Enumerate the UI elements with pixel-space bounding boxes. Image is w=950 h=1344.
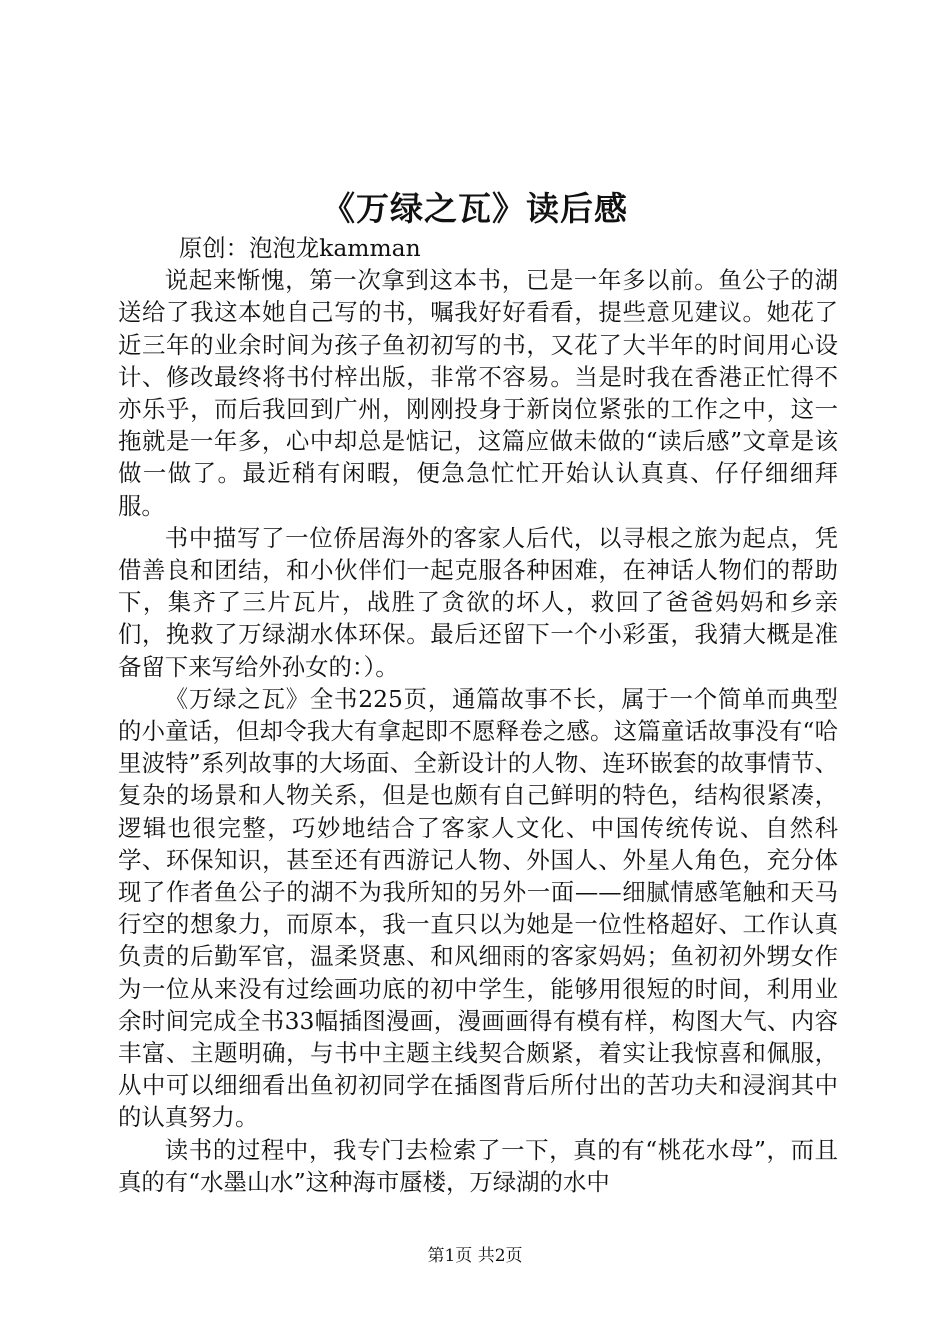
paragraph-4: 读书的过程中，我专门去检索了一下，真的有“桃花水母”，而且真的有“水墨山水”这种海市蜃楼，万绿湖的水中 bbox=[118, 1135, 838, 1196]
page-number-footer: 第1页 共2页 bbox=[427, 1246, 523, 1266]
paragraph-2: 书中描写了一位侨居海外的客家人后代，以寻根之旅为起点，凭借善良和团结，和小伙伴们一起克服各种困难，在神话人物们的帮助下，集齐了三片瓦片，战胜了贪欲的坏人，救回了爸爸妈妈和乡亲们，挽救了万绿湖水体环保。最后还留下一个小彩蛋，我猜大概是准备留下来写给外孙女的：）。 bbox=[118, 523, 838, 681]
paragraph-3: 《万绿之瓦》全书225页，通篇故事不长，属于一个简单而典型的小童话，但却令我大有拿起即不愿释卷之感。这篇童话故事没有“哈里波特”系列故事的大场面、全新设计的人物、连环嵌套的故事情节、复杂的场景和人物关系，但是也颇有自己鲜明的特色，结构很紧凑，逻辑也很完整，巧妙地结合了客家人文化、中国传统传说、自然科学、环保知识，甚至还有西游记人物、外国人、外星人角色，充分体现了作者鱼公子的湖不为我所知的另外一面——细腻情感笔触和天马行空的想象力，而原本，我一直只以为她是一位性格超好、工作认真负责的后勤军官，温柔贤惠、和风细雨的客家妈妈；鱼初初外甥女作为一位从来没有过绘画功底的初中学生，能够用很短的时间，利用业余时间完成全书33幅插图漫画，漫画画得有模有样，构图大气、内容丰富、主题明确，与书中主题主线契合颇紧，着实让我惊喜和佩服，从中可以细细看出鱼初初同学在插图背后所付出的苦功夫和浸润其中的认真努力。 bbox=[118, 684, 838, 1132]
author-line: 原创：泡泡龙kamman bbox=[178, 234, 421, 262]
page-title: 《万绿之瓦》读后感 bbox=[322, 189, 628, 228]
paragraph-1: 说起来惭愧，第一次拿到这本书，已是一年多以前。鱼公子的湖送给了我这本她自己写的书，嘱我好好看看，提些意见建议。她花了近三年的业余时间为孩子鱼初初写的书，又花了大半年的时间用心设计、修改最终将书付梓出版，非常不容易。当是时我在香港正忙得不亦乐乎，而后我回到广州，刚刚投身于新岗位紧张的工作之中，这一拖就是一年多，心中却总是惦记，这篇应做未做的“读后感”文章是该做一做了。最近稍有闲暇，便急急忙忙开始认认真真、仔仔细细拜服。 bbox=[118, 266, 838, 520]
article-body bbox=[118, 232, 838, 1198]
